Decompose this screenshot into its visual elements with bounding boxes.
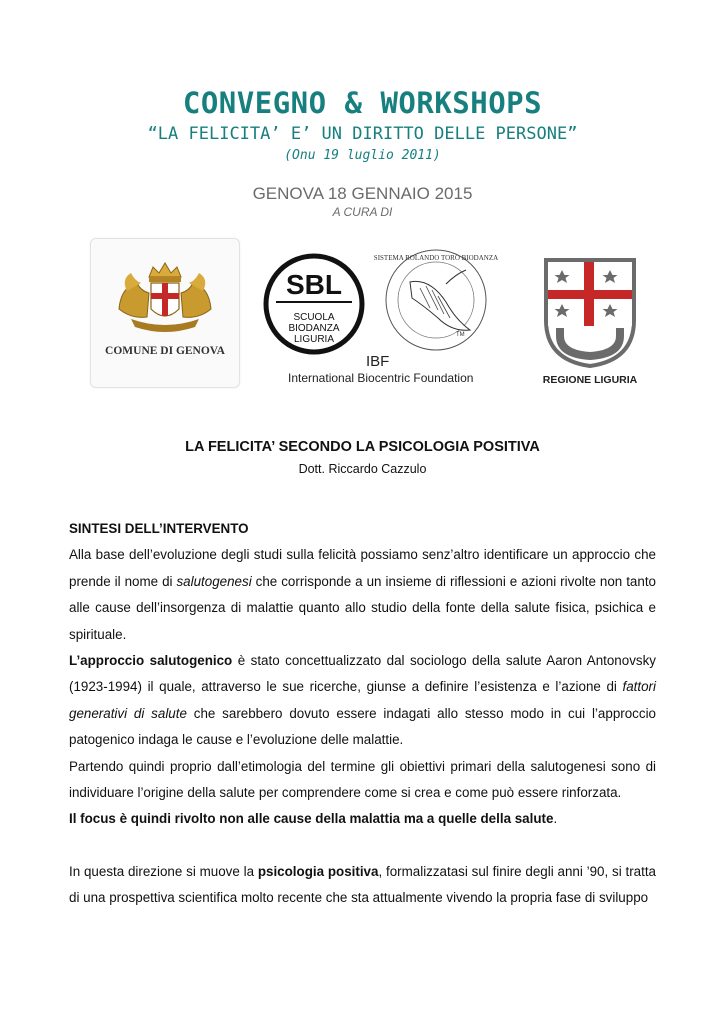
p5-text-a: In questa direzione si muove la [69,863,258,879]
sbl-circle-icon [266,256,362,352]
summary-heading: SINTESI DELL’INTERVENTO [69,521,249,536]
comune-genova-logo [90,238,240,388]
sbl-line1: SCUOLA [293,312,335,323]
p2-bold: L’approccio salutogenico [69,653,233,669]
p1-text-a: Alla base dell’evoluzione degli studi sulla felicità possiamo senz’altro identificare un approccio che prende il nome di [69,547,656,589]
seal-ring-text: SISTEMA ROLANDO TORO BIODANZA [373,254,499,262]
talk-title: LA FELICITA’ SECONDO LA PSICOLOGIA POSITIVA [185,439,540,455]
ibf-mark: IBF [366,353,390,370]
p1-emphasis: salutogenesi [176,573,252,589]
event-title: CONVEGNO & WORKSHOPS [182,86,543,120]
curated-by-label: A CURA DI [332,205,393,219]
sbl-ibf-logo [260,248,500,386]
p4-end: . [553,811,558,827]
genova-crest-icon [91,239,239,349]
p5-bold: psicologia positiva [257,863,379,879]
paragraph-gap [69,833,656,859]
p2-text-a: è stato concettualizzato dal sociologo della salute Aaron Antonovsky (1923-1994) il quale, attraverso le sue ricerche, giunse a definire l’esistenza e l’azione di [69,653,656,695]
tm-mark: TM [456,332,465,338]
p4-bold: Il focus è quindi rivolto non alle cause della malattia ma a quelle della salute [69,811,554,827]
ibf-full-name: International Biocentric Foundation [288,371,474,385]
paragraph-salutogenesi [69,542,656,648]
talk-summary [69,516,656,912]
sbl-mark: SBL [286,269,342,300]
genova-caption: COMUNE DI GENOVA [105,345,225,357]
event-date: GENOVA 18 GENNAIO 2015 [252,184,473,203]
talk-author: Dott. Riccardo Cazzulo [298,462,427,476]
event-subtitle: “LA FELICITA’ E’ UN DIRITTO DELLE PERSONE” [147,124,578,144]
sbl-line2: BIODANZA [288,323,340,334]
liguria-caption: REGIONE LIGURIA [542,374,638,386]
paragraph-psicologia [69,859,656,912]
paragraph-focus [69,806,656,832]
paragraph-approccio [69,648,656,754]
liguria-shield-icon [540,256,640,372]
biodanza-seal-icon [374,250,498,350]
p1-text-b: che corrisponde a un insieme di riflessioni e azioni rivolte non tanto alle cause dell’insorgenza di malattie quanto allo studio della fonte della salute fisica, psichica e spirituale. [69,573,656,642]
p2-emphasis: fattori generativi di salute [69,679,656,721]
p2-text-b: che sarebbero dovuto essere indagati allo stesso modo in cui l’approccio patogenico indaga le cause e l’evoluzione delle malattie. [69,705,656,748]
regione-liguria-logo [540,256,640,392]
paragraph-etimologia: Partendo quindi proprio dall’etimologia del termine gli obiettivi primari della salutogenesi sono di individuare l’origine della salute per comprendere come si crea e come può essere rinforzata. [69,758,656,801]
sbl-line3: LIGURIA [293,334,335,345]
onu-note: (Onu 19 luglio 2011) [284,148,441,163]
p5-text-b: , formalizzatasi sul finire degli anni ’90, si tratta di una prospettiva scientifica molto recente che sta attualmente vivendo la propria fase di sviluppo [69,863,656,906]
